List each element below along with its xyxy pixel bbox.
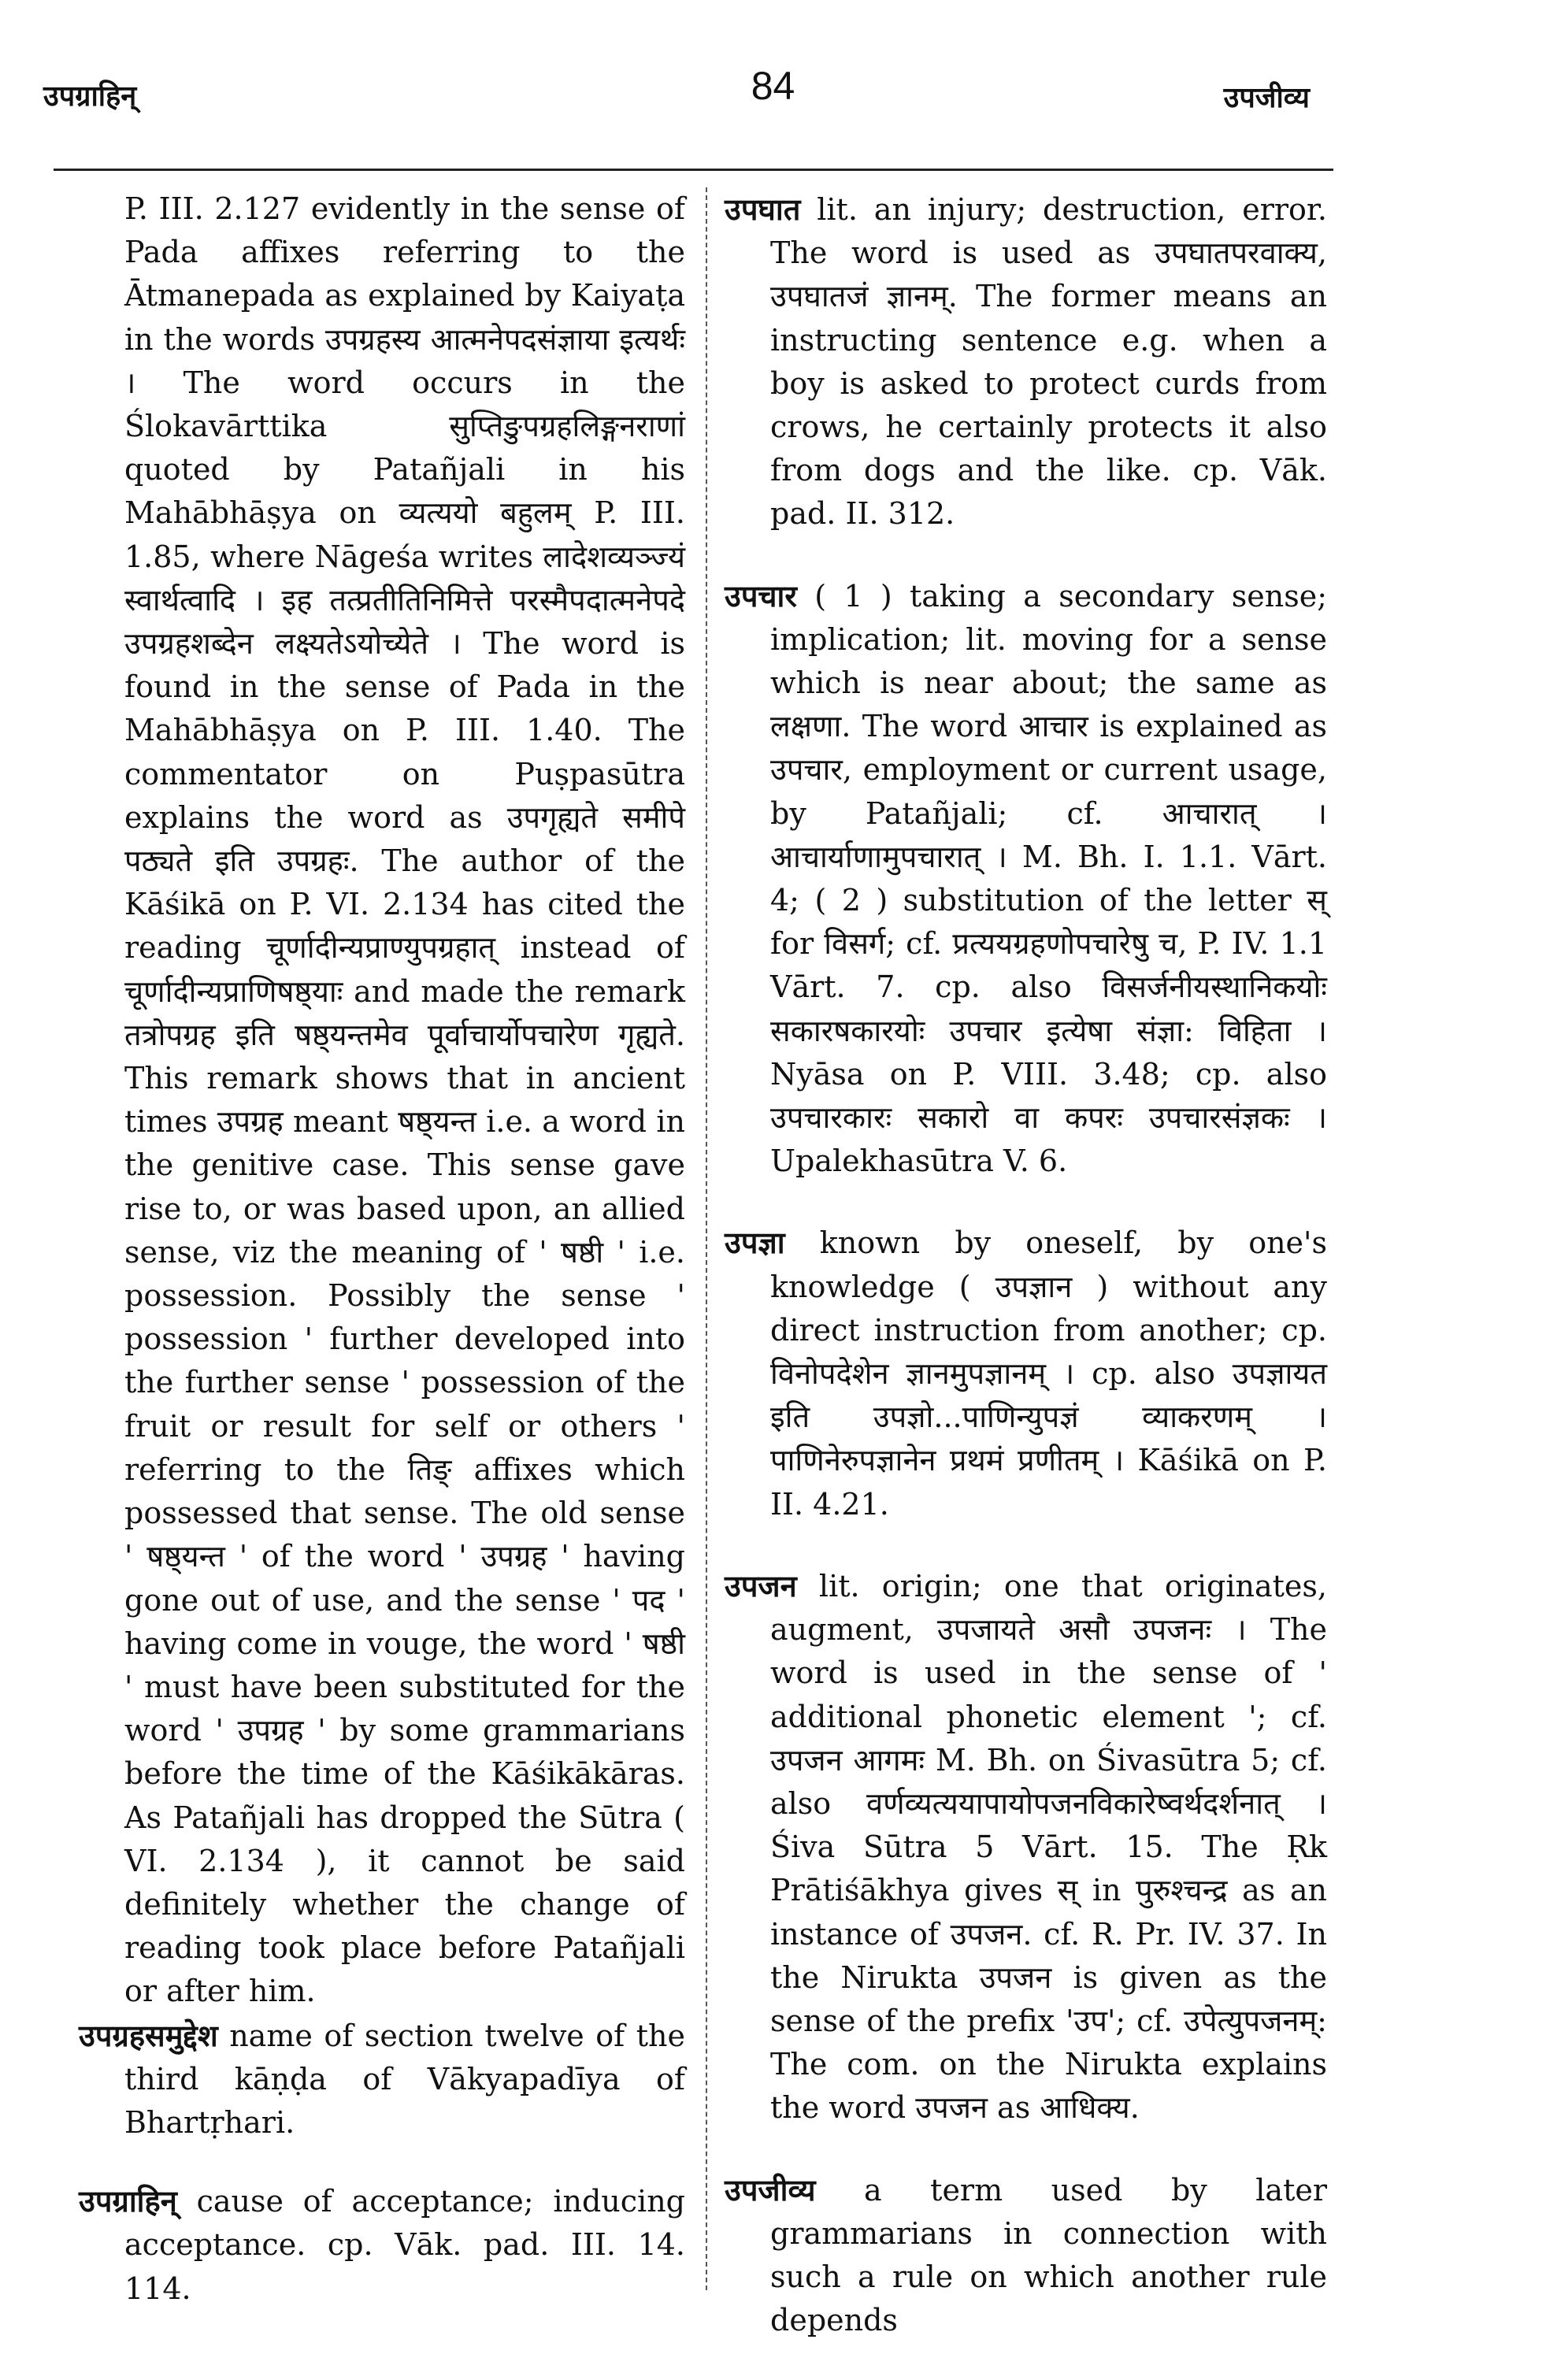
header-rule: [54, 169, 1333, 171]
dictionary-entry: [725, 1564, 1327, 2130]
entry-headword: उपघात: [725, 191, 801, 227]
dictionary-entry: [725, 2168, 1327, 2343]
entry-headword: उपग्रहसमुद्देश: [79, 2017, 218, 2053]
dictionary-entry: [79, 2014, 685, 2145]
column-divider: [706, 187, 707, 2290]
entry-definition: lit. origin; one that originates, augment, उपजायते असौ उपजनः । The word is used in the sense of ' additional phonetic element '; cf. उपजन आगमः M. Bh. on Śivasūtra 5; cf. also वर्णव्यत्ययापायोपजनविकारेष्वर्थदर्शनात् । Śiva Sūtra 5 Vārt. 15. The Ṛk Prātiśākhya gives स् in पुरुश्चन्द्र as an instance of उपजन. cf. R. Pr. IV. 37. In the Nirukta उपजन is given as the sense of the prefix 'उप'; cf. उपेत्युपजनम्: The com. on the Nirukta explains the word उपजन as आधिक्य.: [770, 1568, 1327, 2126]
header-left-headword: उपग्राहिन्: [43, 80, 137, 113]
continued-entry: P. III. 2.127 evidently in the sense of Pada affixes referring to the Ātmanepada as explained by Kaiyaṭa in the words उपग्रहस्य आत्मनेपदसंज्ञाया इत्यर्थः । The word occurs in the Ślokavārttika सुप्तिङुपग्रहलिङ्गनराणां quoted by Patañjali in his Mahābhāṣya on व्यत्ययो बहुलम् P. III. 1.85, where Nāgeśa writes लादेशव्यञ्ज्यं स्वार्थत्वादि । इह तत्प्रतीतिनिमित्ते परस्मैपदात्मनेपदे उपग्रहशब्देन लक्ष्यतेऽयोच्येते । The word is found in the sense of Pada in the Mahābhāṣya on P. III. 1.40. The commentator on Puṣpasūtra explains the word as उपगृह्यते समीपे पठ्यते इति उपग्रहः. The author of the Kāśikā on P. VI. 2.134 has cited the reading चूर्णादीन्यप्राण्युपग्रहात् instead of चूर्णादीन्यप्राणिषष्ठ्याः and made the remark तत्रोपग्रह इति षष्ठ्यन्तमेव पूर्वाचार्योपचारेण गृह्यते. This remark shows that in ancient times उपग्रह meant षष्ठ्यन्त i.e. a word in the genitive case. This sense gave rise to, or was based upon, an allied sense, viz the meaning of ' षष्ठी ' i.e. possession. Possibly the sense ' possession ' further developed into the further sense ' possession of the fruit or result for self or others ' referring to the तिङ् affixes which possessed that sense. The old sense ' षष्ठ्यन्त ' of the word ' उपग्रह ' having gone out of use, and the sense ' पद ' having come in vouge, the word ' षष्ठी ' must have been substituted for the word ' उपग्रह ' by some grammarians before the time of the Kāśikākāras. As Patañjali has dropped the Sūtra ( VI. 2.134 ), it cannot be said definitely whether the change of reading took place before Patañjali or after him.: [124, 191, 685, 2009]
entry-headword: उपजीव्य: [725, 2171, 816, 2208]
dictionary-entry: [79, 2179, 685, 2311]
page-header: [0, 0, 1546, 150]
entry-headword: उपजन: [725, 1567, 797, 1603]
entry-definition: lit. an injury; destruction, error. The word is used as उपघातपरवाक्य, उपघातजं ज्ञानम्. The former means an instructing sentence e.g. when a boy is asked to protect curds from crows, he certainly protects it also from dogs and the like. cp. Vāk. pad. II. 312.: [770, 192, 1327, 532]
dictionary-entry: [725, 1221, 1327, 1525]
entry-headword: उपचार: [725, 577, 797, 614]
entry-definition: name of section twelve of the third kāṇḍa of Vākyapadīya of Bhartṛhari.: [124, 2018, 685, 2140]
left-column: [79, 187, 685, 2345]
page-number: 84: [751, 64, 795, 108]
entry-definition: a term used by later grammarians in connection with such a rule on which another rule depends: [770, 2172, 1327, 2338]
header-right-headword: उपजीव्य: [1223, 81, 1310, 114]
entry-headword: उपग्राहिन्: [79, 2183, 177, 2219]
entry-definition: cause of acceptance; inducing acceptance. cp. Vāk. pad. III. 14. 114.: [124, 2184, 685, 2306]
right-column: [725, 187, 1327, 2380]
entry-definition: ( 1 ) taking a secondary sense; implication; lit. moving for a sense which is near about; the same as लक्षणा. The word आचार is explained as उपचार, employment or current usage, by Patañjali; cf. आचारात् । आचार्याणामुपचारात् । M. Bh. I. 1.1. Vārt. 4; ( 2 ) substitution of the letter स् for विसर्ग; cf. प्रत्ययग्रहणोपचारेषु च, P. IV. 1.1 Vārt. 7. cp. also विसर्जनीयस्थानिकयोः सकारषकारयोः उपचार इत्येषा संज्ञा: विहिता । Nyāsa on P. VIII. 3.48; cp. also उपचारकारः सकारो वा कपरः उपचारसंज्ञकः । Upalekhasūtra V. 6.: [770, 578, 1327, 1179]
entry-definition: known by oneself, by one's knowledge ( उपज्ञान ) without any direct instruction from another; cp. विनोपदेशेन ज्ञानमुपज्ञानम् । cp. also उपज्ञायत इति उपज्ञो...पाणिन्युपज्ञं व्याकरणम् । पाणिनेरुपज्ञानेन प्रथमं प्रणीतम् । Kāśikā on P. II. 4.21.: [770, 1225, 1327, 1522]
dictionary-entry: [725, 574, 1327, 1184]
entry-headword: उपज्ञा: [725, 1225, 785, 1261]
dictionary-entry: [725, 187, 1327, 536]
